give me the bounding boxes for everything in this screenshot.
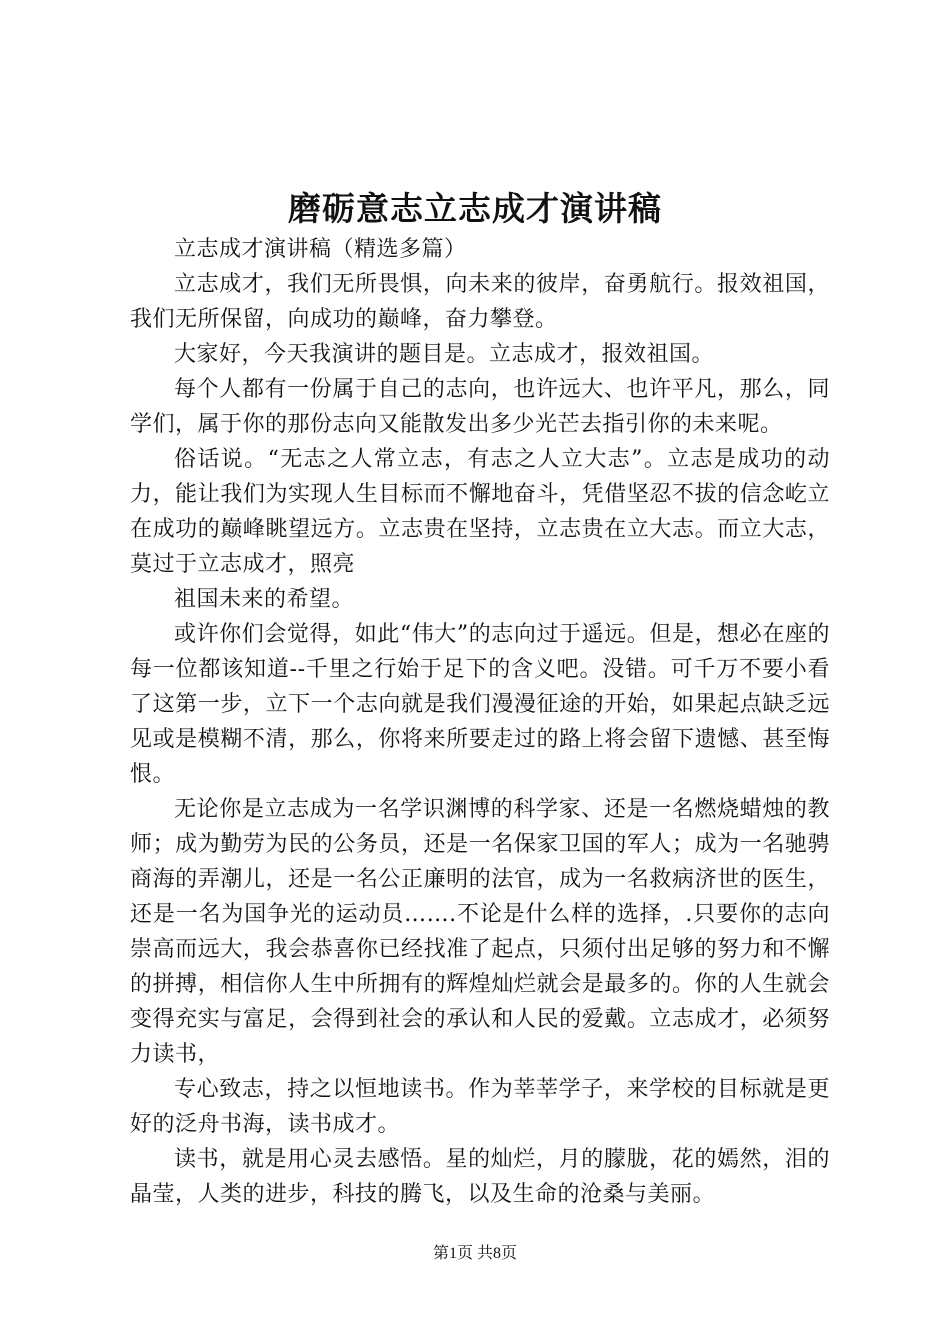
paragraph: 立志成才，我们无所畏惧，向未来的彼岸，奋勇航行。报效祖国，我们无所保留，向成功的巅峰，奋力攀登。 [130,272,830,332]
page-title: 磨砺意志立志成才演讲稿 [288,189,662,228]
paragraph: 每个人都有一份属于自己的志向，也许远大、也许平凡，那么，同学们，属于你的那份志向又能散发出多少光芒去指引你的未来呢。 [130,377,830,437]
paragraph: 专心致志，持之以恒地读书。作为莘莘学子，来学校的目标就是更好的泛舟书海，读书成才。 [130,1077,830,1137]
paragraph-subtitle: 立志成才演讲稿（精选多篇） [174,237,467,262]
paragraph: 祖国未来的希望。 [174,587,355,612]
paragraph: 俗话说。“无志之人常立志，有志之人立大志”。立志是成功的动力，能让我们为实现人生目标而不懈地奋斗，凭借坚忍不拔的信念屹立在成功的巅峰眺望远方。立志贵在坚持，立志贵在立大志。而立大志，莫过于立志成才，照亮 [130,447,830,577]
paragraph: 或许你们会觉得，如此“伟大”的志向过于遥远。但是，想必在座的每一位都该知道--千里之行始于足下的含义吧。没错。可千万不要小看了这第一步，立下一个志向就是我们漫漫征途的开始，如果起点缺乏远见或是模糊不清，那么，你将来所要走过的路上将会留下遗憾、甚至悔恨。 [130,622,830,787]
paragraph: 读书，就是用心灵去感悟。星的灿烂，月的朦胧，花的嫣然，泪的晶莹，人类的进步，科技的腾飞，以及生命的沧桑与美丽。 [130,1147,830,1207]
document-body [130,232,830,1212]
page-number: 第1页 共8页 [432,1245,517,1262]
paragraph: 无论你是立志成为一名学识渊博的科学家、还是一名燃烧蜡烛的教师；成为勤劳为民的公务员，还是一名保家卫国的军人；成为一名驰骋商海的弄潮儿，还是一名公正廉明的法官，成为一名救病济世的医生，还是一名为国争光的运动员…….不论是什么样的选择，.只要你的志向崇高而远大，我会恭喜你已经找准了起点，只须付出足够的努力和不懈的拼搏，相信你人生中所拥有的辉煌灿烂就会是最多的。你的人生就会变得充实与富足，会得到社会的承认和人民的爱戴。立志成才，必须努力读书， [130,797,830,1067]
paragraph: 大家好，今天我演讲的题目是。立志成才，报效祖国。 [174,342,715,367]
